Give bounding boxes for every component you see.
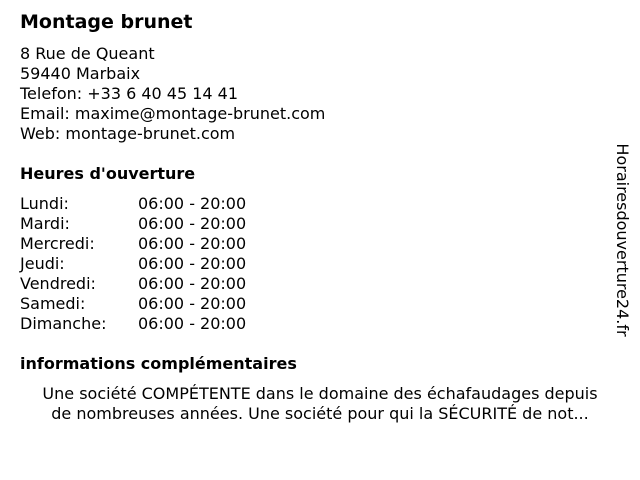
- day-label: Vendredi:: [20, 274, 96, 293]
- hours-row-tuesday: [20, 214, 280, 234]
- business-name: Montage brunet: [20, 11, 193, 33]
- time-range: 06:00 - 20:00: [138, 254, 247, 273]
- info-line-2: de nombreuses années. Une société pour qui la SÉCURITÉ de not...: [51, 404, 589, 423]
- time-range: 06:00 - 20:00: [138, 274, 247, 293]
- time-range: 06:00 - 20:00: [138, 234, 247, 253]
- day-label: Dimanche:: [20, 314, 107, 333]
- day-label: Mardi:: [20, 214, 70, 233]
- address-block: [20, 44, 325, 144]
- website-line: Web: montage-brunet.com: [20, 124, 236, 143]
- time-range: 06:00 - 20:00: [138, 314, 247, 333]
- hours-row-saturday: [20, 294, 280, 314]
- additional-info-heading: informations complémentaires: [20, 354, 297, 373]
- hours-row-wednesday: [20, 234, 280, 254]
- hours-row-monday: [20, 194, 280, 214]
- time-range: 06:00 - 20:00: [138, 194, 247, 213]
- additional-info-text: [20, 384, 620, 424]
- street-address: 8 Rue de Queant: [20, 44, 155, 63]
- hours-row-sunday: [20, 314, 280, 334]
- info-line-1: Une société COMPÉTENTE dans le domaine des échafaudages depuis: [42, 384, 598, 403]
- hours-row-thursday: [20, 254, 280, 274]
- opening-hours-heading: Heures d'ouverture: [20, 164, 196, 183]
- day-label: Jeudi:: [20, 254, 65, 273]
- day-label: Mercredi:: [20, 234, 95, 253]
- day-label: Lundi:: [20, 194, 69, 213]
- city-line: 59440 Marbaix: [20, 64, 141, 83]
- time-range: 06:00 - 20:00: [138, 294, 247, 313]
- email-line: Email: maxime@montage-brunet.com: [20, 104, 326, 123]
- time-range: 06:00 - 20:00: [138, 214, 247, 233]
- hours-row-friday: [20, 274, 280, 294]
- day-label: Samedi:: [20, 294, 86, 313]
- phone-line: Telefon: +33 6 40 45 14 41: [20, 84, 239, 103]
- opening-hours-table: [20, 194, 280, 334]
- site-watermark: Horairesdouverture24.fr: [613, 143, 632, 337]
